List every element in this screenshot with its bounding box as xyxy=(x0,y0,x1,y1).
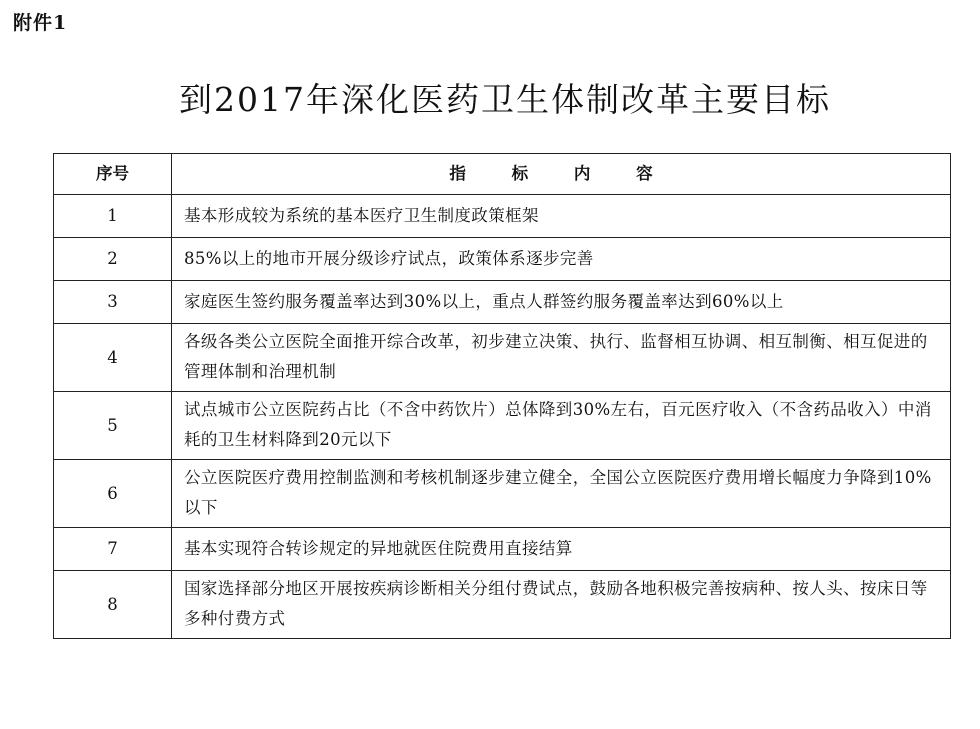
row-number: 2 xyxy=(54,238,172,281)
table-header-row xyxy=(54,154,951,195)
row-content: 基本形成较为系统的基本医疗卫生制度政策框架 xyxy=(172,195,951,238)
row-number: 6 xyxy=(54,460,172,528)
row-content: 85%以上的地市开展分级诊疗试点，政策体系逐步完善 xyxy=(172,238,951,281)
row-content: 公立医院医疗费用控制监测和考核机制逐步建立健全，全国公立医院医疗费用增长幅度力争降到10%以下 xyxy=(172,460,951,528)
row-content: 试点城市公立医院药占比（不含中药饮片）总体降到30%左右，百元医疗收入（不含药品收入）中消耗的卫生材料降到20元以下 xyxy=(172,392,951,460)
row-number: 1 xyxy=(54,195,172,238)
header-number: 序号 xyxy=(54,154,172,195)
table-row xyxy=(54,571,951,639)
row-number: 3 xyxy=(54,281,172,324)
table-row xyxy=(54,281,951,324)
document-title: 到2017年深化医药卫生体制改革主要目标 xyxy=(179,80,831,120)
row-number: 5 xyxy=(54,392,172,460)
row-number: 7 xyxy=(54,528,172,571)
row-content: 家庭医生签约服务覆盖率达到30%以上，重点人群签约服务覆盖率达到60%以上 xyxy=(172,281,951,324)
table-row xyxy=(54,238,951,281)
attachment-label: 附件1 xyxy=(13,12,68,34)
row-content: 国家选择部分地区开展按疾病诊断相关分组付费试点，鼓励各地积极完善按病种、按人头、按床日等多种付费方式 xyxy=(172,571,951,639)
targets-table xyxy=(53,153,951,639)
row-content: 基本实现符合转诊规定的异地就医住院费用直接结算 xyxy=(172,528,951,571)
table-row xyxy=(54,324,951,392)
row-content: 各级各类公立医院全面推开综合改革，初步建立决策、执行、监督相互协调、相互制衡、相互促进的管理体制和治理机制 xyxy=(172,324,951,392)
table-row xyxy=(54,392,951,460)
table-row xyxy=(54,528,951,571)
table-row xyxy=(54,195,951,238)
table-row xyxy=(54,460,951,528)
row-number: 4 xyxy=(54,324,172,392)
header-content: 指 标 内 容 xyxy=(172,154,951,195)
row-number: 8 xyxy=(54,571,172,639)
